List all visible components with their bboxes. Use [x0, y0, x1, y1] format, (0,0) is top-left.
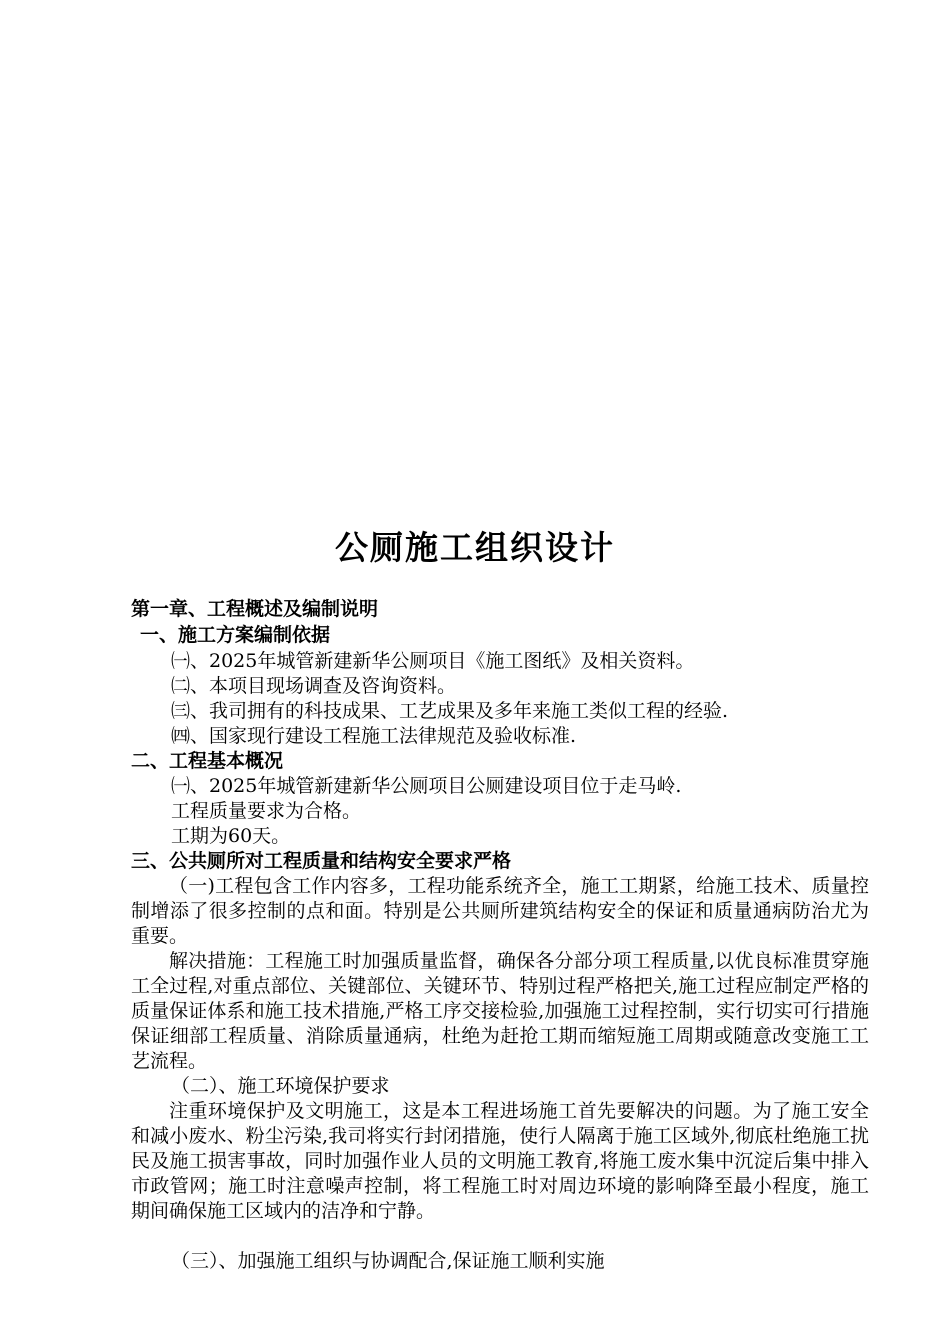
basis-item-4: ㈣、国家现行建设工程施工法律规范及验收标准. — [171, 725, 577, 747]
overview-item-1: ㈠、2025年城管新建新华公厕项目公厕建设项目位于走马岭. — [171, 775, 682, 797]
basis-item-3: ㈢、我司拥有的科技成果、工艺成果及多年来施工类似工程的经验. — [171, 700, 729, 722]
environment-paragraph: 注重环境保护及文明施工，这是本工程进场施工首先要解决的问题。为了施工安全和减小废水、粉尘污染,我司将实行封闭措施，使行人隔离于施工区域外,彻底杜绝施工扰民及施工损害事故，同时加强作业人员的文明施工教育,将施工废水集中沉淀后集中排入市政管网；施工时注意噪声控制，将工程施工时对周边环境的影响降至最小程度，施工期间确保施工区域内的洁净和宁静。 — [131, 1100, 869, 1222]
basis-item-1: ㈠、2025年城管新建新华公厕项目《施工图纸》及相关资料。 — [171, 650, 695, 672]
section-heading-overview: 二、工程基本概况 — [131, 750, 284, 772]
subsection-heading-environment: （二）、施工环境保护要求 — [171, 1075, 390, 1097]
quality-paragraph-1: （一)工程包含工作内容多，工程功能系统齐全，施工工期紧，给施工技术、质量控制增添了很多控制的点和面。特别是公共厕所建筑结构安全的保证和质量通病防治尤为重要。 — [131, 875, 869, 947]
document-title: 公厕施工组织设计 — [335, 528, 615, 567]
section-heading-basis: 一、施工方案编制依据 — [140, 624, 331, 646]
section-heading-quality: 三、公共厕所对工程质量和结构安全要求严格 — [131, 850, 512, 872]
quality-paragraph-measures: 解决措施：工程施工时加强质量监督，确保各分部分项工程质量,以优良标准贯穿施工全过程,对重点部位、关键部位、关键环节、特别过程严格把关,施工过程应制定严格的质量保证体系和施工技术措施,严格工序交接检验,加强施工过程控制，实行切实可行措施保证细部工程质量、消除质量通病，杜绝为赶抢工期而缩短施工周期或随意改变施工工艺流程。 — [131, 950, 869, 1072]
basis-item-2: ㈡、本项目现场调查及咨询资料。 — [171, 675, 457, 697]
overview-item-3: 工期为60天。 — [171, 825, 291, 847]
subsection-heading-coordination: （三）、加强施工组织与协调配合,保证施工顺利实施 — [171, 1250, 605, 1272]
overview-item-2: 工程质量要求为合格。 — [171, 800, 362, 822]
chapter-heading: 第一章、工程概述及编制说明 — [131, 598, 379, 620]
